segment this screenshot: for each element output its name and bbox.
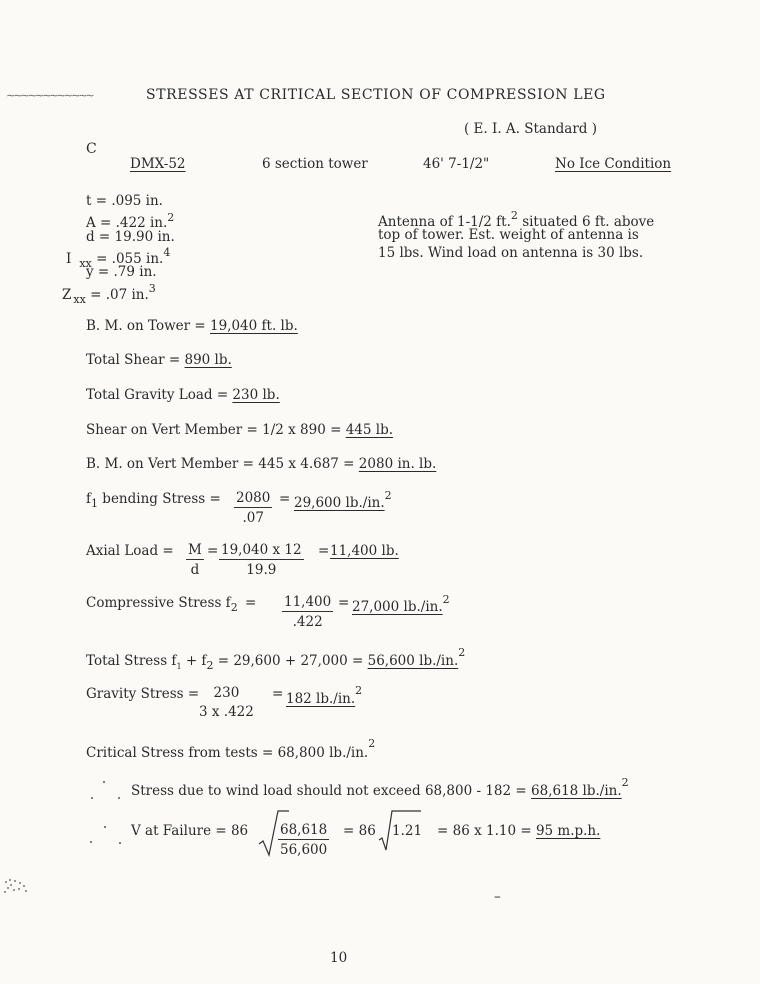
prop-y: y = .79 in. xyxy=(86,264,157,280)
header-smudge: ∼∼∼∼∼∼∼∼∼∼∼∼ xyxy=(6,89,93,102)
tower-model: DMX-52 xyxy=(130,156,186,172)
axial-fraction-md: $\frac{M}{d}$ xyxy=(188,542,202,578)
prop-Ixx: I $_{xx}$ = .055 in.$^4$ xyxy=(66,246,171,270)
margin-dot xyxy=(90,841,92,843)
v-fraction: $\frac{68,618}{56,600}$ xyxy=(280,822,328,858)
prop-d: d = 19.90 in. xyxy=(86,229,175,245)
margin-dot xyxy=(103,781,105,783)
total-gravity-load: Total Gravity Load = 230 lb. xyxy=(86,387,280,403)
margin-dot xyxy=(104,826,106,828)
critical-stress: Critical Stress from tests = 68,800 lb./in.$^2$ xyxy=(86,737,376,761)
v-eq: = 86 xyxy=(343,823,376,839)
total-shear: Total Shear = 890 lb. xyxy=(86,352,232,368)
f1-value: 29,600 lb./in.$^2$ xyxy=(294,489,392,511)
comp-eq-2: = xyxy=(338,595,350,611)
comp-fraction: $\frac{11,400}{.422}$ xyxy=(284,594,332,630)
footer-dash: – xyxy=(494,889,501,905)
wind-load-limit: Stress due to wind load should not exceed 68,800 - 182 = 68,618 lb./in.$^2$ xyxy=(131,776,629,799)
antenna-line-3: 15 lbs. Wind load on antenna is 30 lbs. xyxy=(378,245,644,261)
antenna-line-1: Antenna of 1-1/2 ft.$^2$ situated 6 ft. above xyxy=(378,209,655,230)
tower-sections: 6 section tower xyxy=(262,156,368,172)
axial-value: 11,400 lb. xyxy=(330,543,399,559)
v-eq-2: = 86 x 1.10 = 95 m.p.h. xyxy=(437,823,601,839)
bm-tower: B. M. on Tower = 19,040 ft. lb. xyxy=(86,318,298,334)
binder-hole-mark xyxy=(2,876,32,896)
axial-eq: = xyxy=(207,543,219,559)
f1-label: $f_1$ bending Stress = xyxy=(86,491,221,510)
axial-label: Axial Load = xyxy=(86,543,174,559)
prop-t: t = .095 in. xyxy=(86,193,163,209)
margin-dot xyxy=(119,842,121,844)
vert-shear: Shear on Vert Member = 1/2 x 890 = 445 lb. xyxy=(86,422,393,438)
page-number: 10 xyxy=(330,950,348,966)
f1-fraction: $\frac{2080}{.07}$ xyxy=(236,490,271,526)
prop-Zxx: Z $_{xx}$ = .07 in.$^3$ xyxy=(62,282,156,306)
tower-condition: No Ice Condition xyxy=(555,156,672,172)
grav-value: 182 lb./in.$^2$ xyxy=(286,684,363,707)
prop-A: A = .422 in.$^2$ xyxy=(86,211,175,231)
comp-value: 27,000 lb./in.$^2$ xyxy=(352,593,450,615)
grav-fraction: 230 3 x .422 xyxy=(199,685,254,720)
grav-stress-label: Gravity Stress = xyxy=(86,686,200,702)
margin-dot xyxy=(91,797,93,799)
tower-height: 46' 7-1/2" xyxy=(423,156,490,172)
margin-dot xyxy=(118,797,120,799)
v-label: V at Failure = 86 xyxy=(131,823,249,839)
antenna-line-2: top of tower. Est. weight of antenna is xyxy=(378,227,639,243)
page-title: STRESSES AT CRITICAL SECTION OF COMPRESSION LEG xyxy=(146,87,606,103)
standard-note: ( E. I. A. Standard ) xyxy=(464,121,598,137)
comp-label: Compressive Stress $f_2$ = xyxy=(86,595,257,614)
axial-eq-2: = xyxy=(318,543,330,559)
v-root-value: 1.21 xyxy=(392,823,423,839)
total-stress: Total Stress $f_1 + f_2 = 29,600 + 27,000 = 56,600$ lb./in.$^2$ xyxy=(86,646,466,672)
axial-fraction-values: $\frac{19,040 x 12}{19.9}$ xyxy=(221,542,302,578)
f1-eq: = xyxy=(279,491,291,507)
vert-bm: B. M. on Vert Member = 445 x 4.687 = 2080 in. lb. xyxy=(86,456,437,472)
section-letter: C xyxy=(86,141,97,157)
grav-eq: = xyxy=(272,686,284,702)
